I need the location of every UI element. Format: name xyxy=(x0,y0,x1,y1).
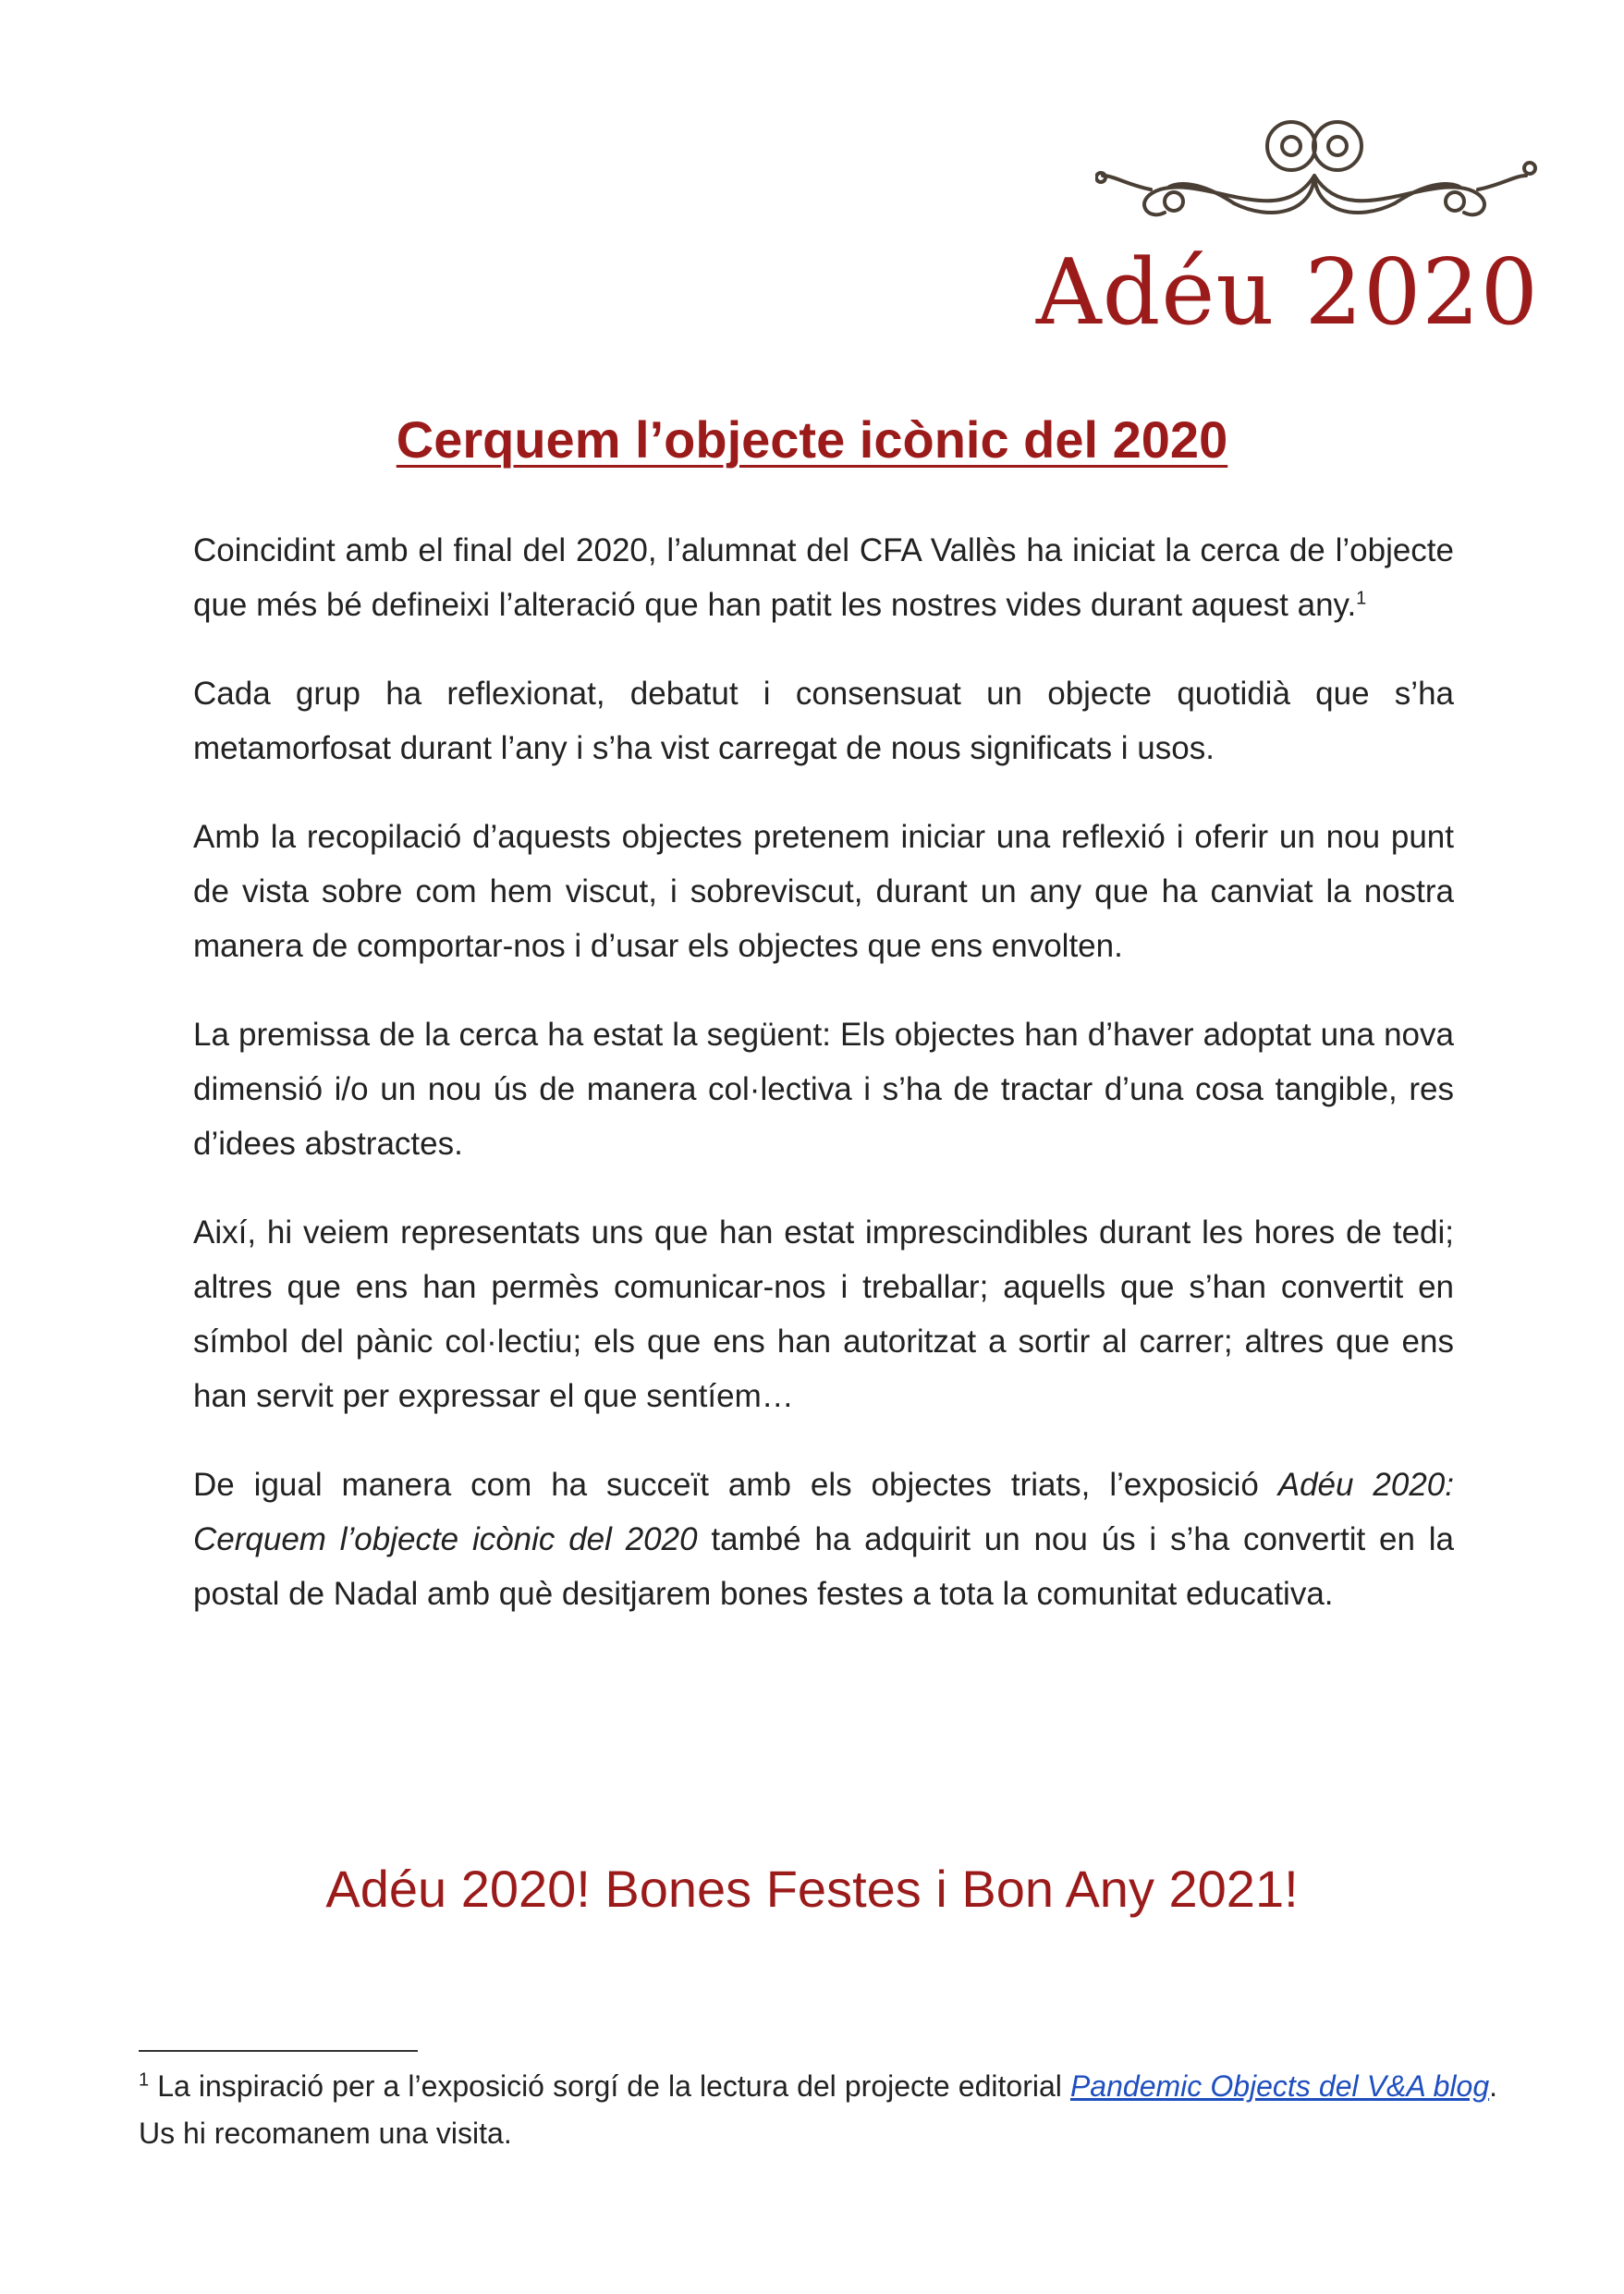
paragraph-4: La premissa de la cerca ha estat la següent: Els objectes han d’haver adoptat una nova dimensió i/o un nou ús de manera col·lectiva i s’ha de tractar d’una cosa tangible, res d’idees abstractes. xyxy=(193,1017,1454,1162)
closing-greeting: Adéu 2020! Bones Festes i Bon Any 2021! xyxy=(325,1860,1299,1918)
decorative-flourish-icon xyxy=(1095,111,1544,236)
exhibition-title: Adéu 2020: Cerquem l’objecte icònic del 2020 xyxy=(193,1467,1454,1557)
footnote-divider xyxy=(139,2050,418,2052)
paragraph-3: Amb la recopilació d’aquests objectes pretenem iniciar una reflexió i oferir un nou punt de vista sobre com hem viscut, i sobreviscut, durant un any que ha canviat la nostra manera de comportar-nos i d’usar els objectes que ens envolten. xyxy=(193,819,1454,964)
brand-title: Adéu 2020 xyxy=(1035,240,1539,346)
footnote-reference[interactable]: 1 xyxy=(1356,588,1367,609)
paragraph-5: Així, hi veiem representats uns que han estat imprescindibles durant les hores de tedi; altres que ens han permès comunicar-nos i treballar; aquells que s’han convertit en símbol del pànic col·lectiu; els que ens han autoritzat a sortir al carrer; altres que ens han servit per expressar el que sentíem… xyxy=(193,1214,1454,1414)
footnote: $^1$ La inspiració per a l’exposició sorgí de la lectura del projecte editorial Pandemic Objects del V&A blog. Us hi recomanem una visita. xyxy=(139,2069,1498,2150)
footnote-link[interactable]: Pandemic Objects del V&A blog xyxy=(1069,2069,1490,2103)
body-text xyxy=(193,523,1454,1655)
paragraph-2: Cada grup ha reflexionat, debatut i consensuat un objecte quotidià que s’ha metamorfosat durant l’any i s’ha vist carregat de nous significats i usos. xyxy=(193,676,1454,766)
paragraph-6: De igual manera com ha succeït amb els objectes triats, l’exposició Adéu 2020: Cerquem l’objecte icònic del 2020 també ha adquirit un nou ús i s’ha convertit en la postal de Nadal amb què desitjarem bones festes a tota la comunitat educativa. xyxy=(193,1467,1454,1612)
document-heading: Cerquem l’objecte icònic del 2020 xyxy=(396,410,1228,469)
paragraph-1: Coincidint amb el final del 2020, l’alumnat del CFA Vallès ha iniciat la cerca de l’objecte que més bé defineixi l’alteració que han patit les nostres vides durant aquest any.$^1$ xyxy=(193,532,1454,623)
footnote-mark: 1 xyxy=(139,2069,150,2091)
